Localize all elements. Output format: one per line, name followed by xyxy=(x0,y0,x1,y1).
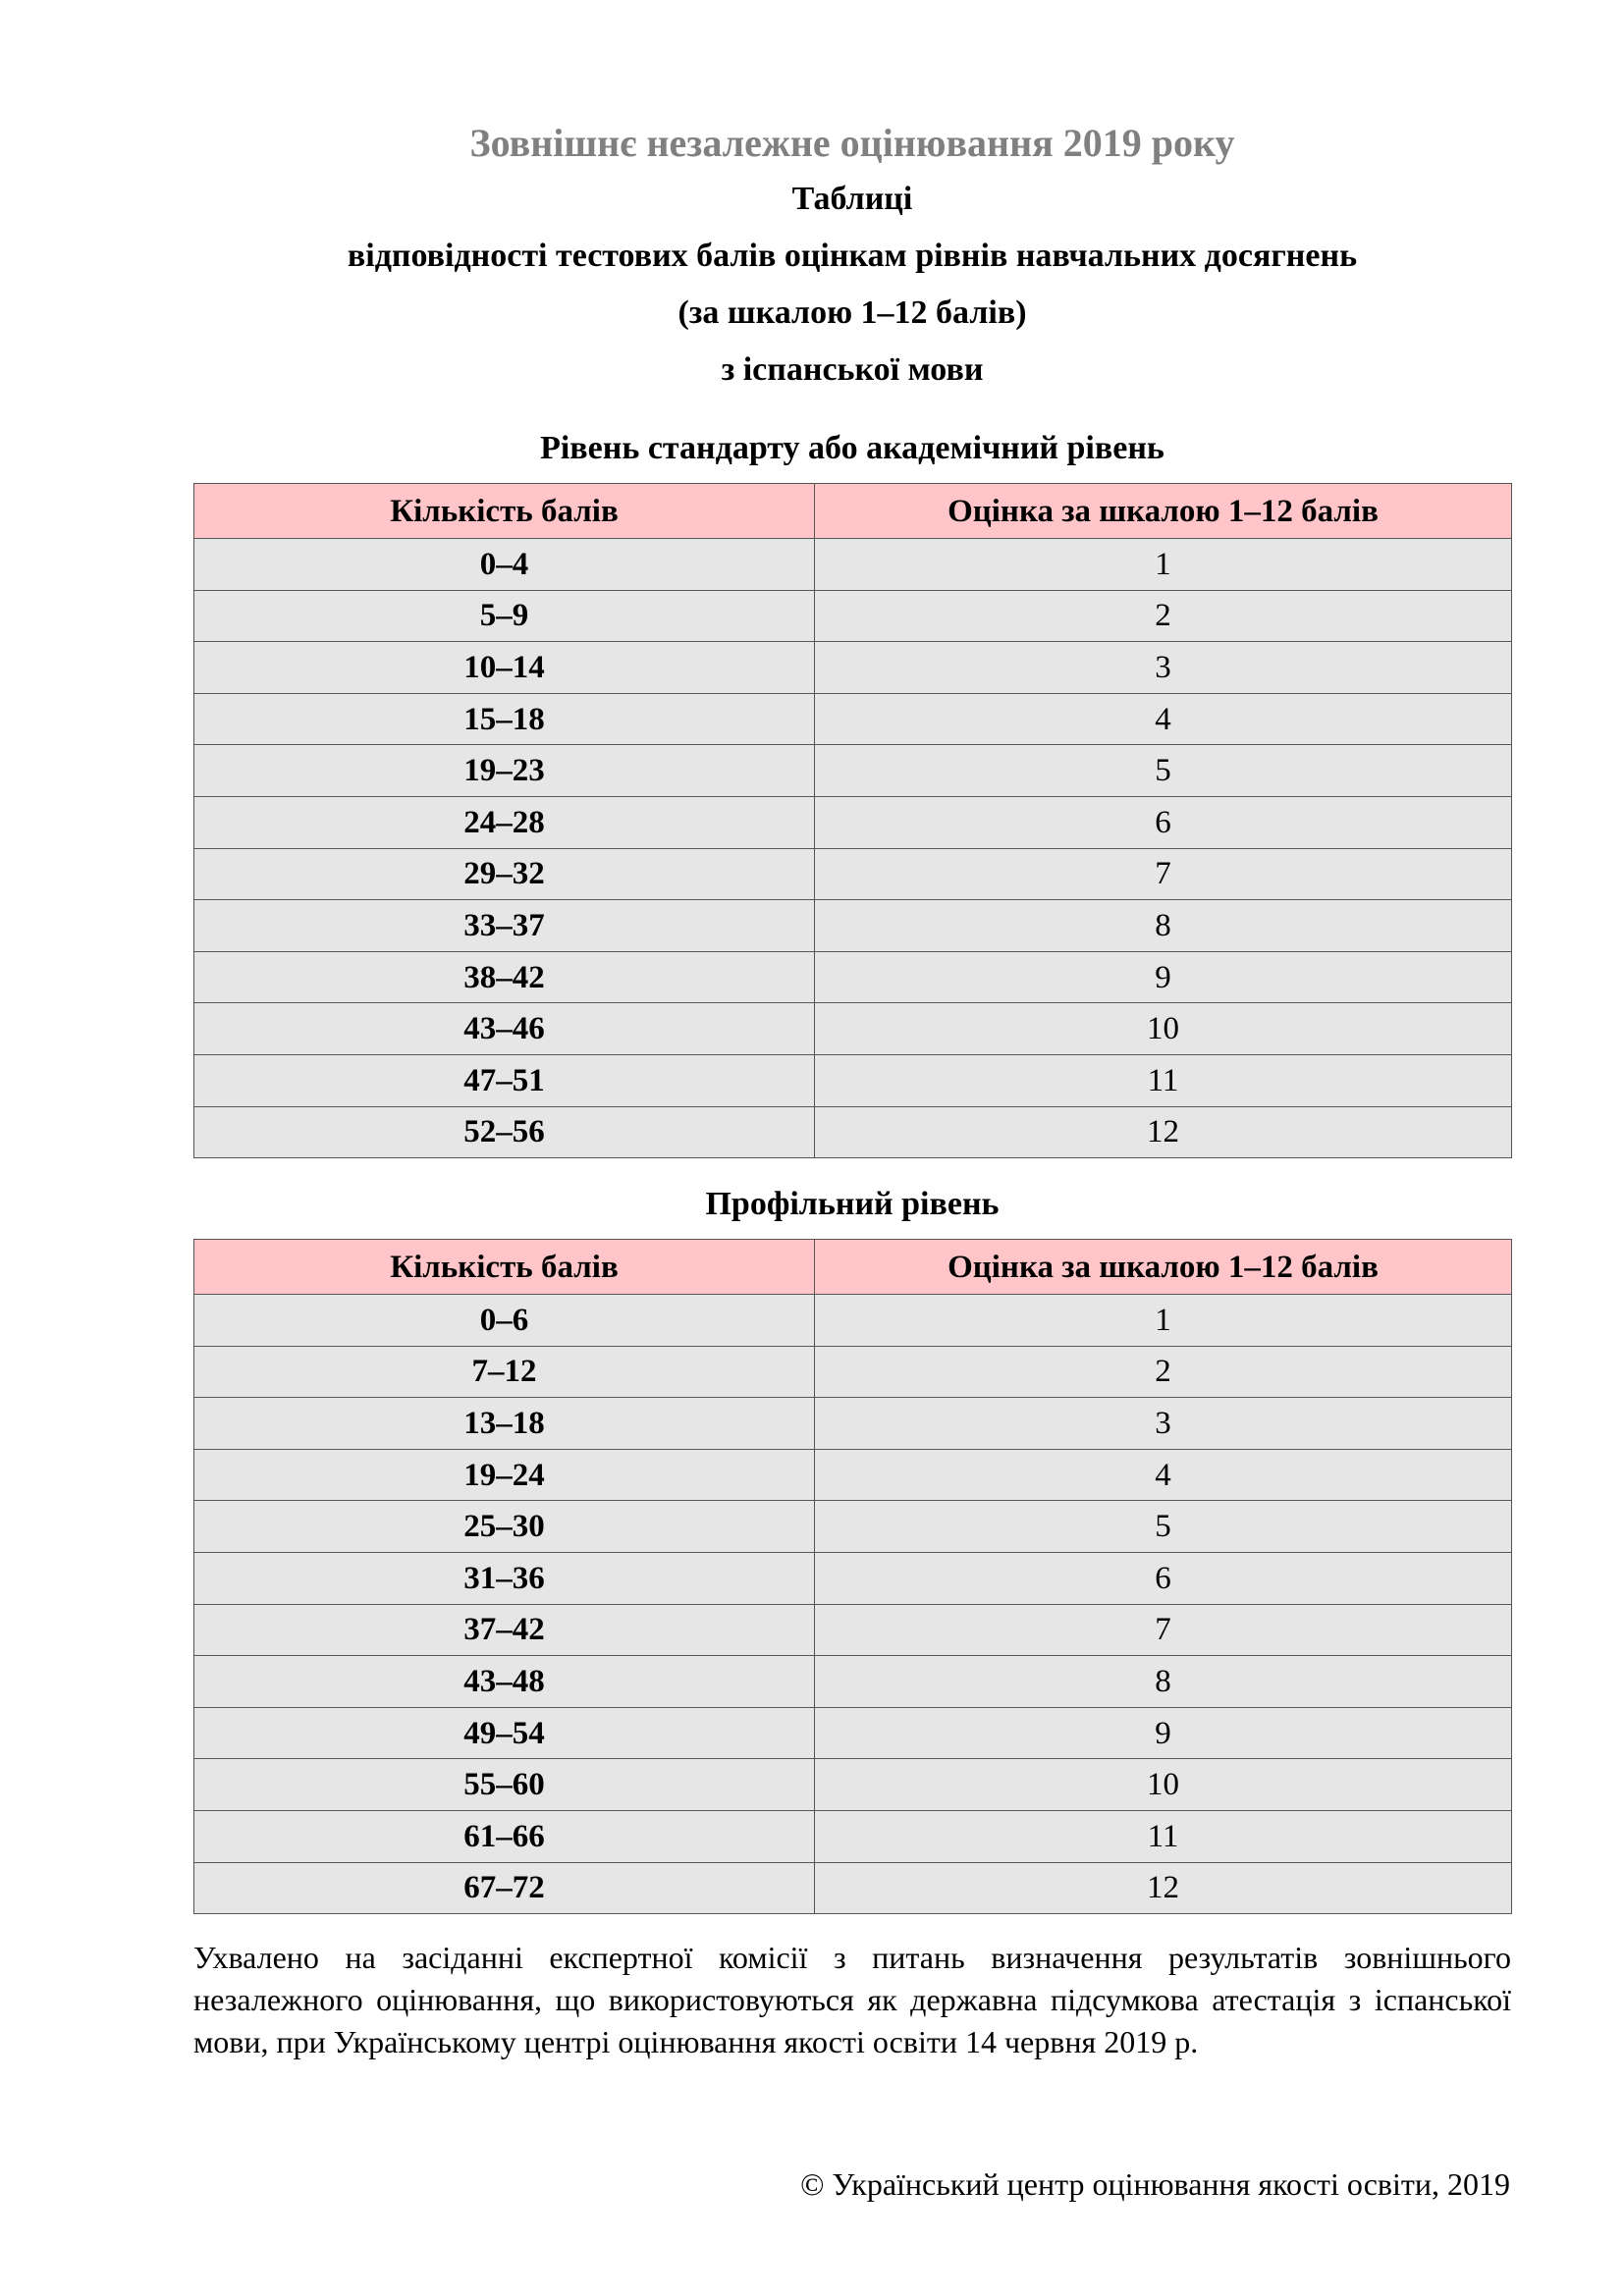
score-range-cell: 7–12 xyxy=(194,1346,815,1398)
table-row xyxy=(194,1656,1512,1708)
table-row xyxy=(194,539,1512,591)
grade-cell: 2 xyxy=(815,590,1512,642)
subtitle-line-subject: з іспанської мови xyxy=(721,351,984,388)
subtitle-line-correspondence: відповідності тестових балів оцінкам рівнів навчальних досягнень xyxy=(347,238,1358,274)
table-row xyxy=(194,1862,1512,1914)
header-grade: Оцінка за шкалою 1–12 балів xyxy=(815,484,1512,539)
section-title-profile-level: Профільний рівень xyxy=(705,1186,1000,1222)
profile-level-table xyxy=(193,1239,1512,1914)
table-row xyxy=(194,951,1512,1003)
subtitle-line-tables: Таблиці xyxy=(791,181,913,217)
grade-cell: 6 xyxy=(815,1552,1512,1604)
score-range-cell: 47–51 xyxy=(194,1054,815,1106)
table-row xyxy=(194,1552,1512,1604)
grade-cell: 1 xyxy=(815,1295,1512,1347)
table-row xyxy=(194,1707,1512,1759)
table-row xyxy=(194,590,1512,642)
grade-cell: 9 xyxy=(815,1707,1512,1759)
table-header-row xyxy=(194,1240,1512,1295)
table-row xyxy=(194,693,1512,745)
grade-cell: 11 xyxy=(815,1054,1512,1106)
table-row xyxy=(194,1295,1512,1347)
score-range-cell: 13–18 xyxy=(194,1398,815,1450)
score-range-cell: 19–23 xyxy=(194,745,815,797)
grade-cell: 10 xyxy=(815,1003,1512,1055)
section-title-standard-level: Рівень стандарту або академічний рівень xyxy=(540,430,1164,466)
grade-cell: 4 xyxy=(815,693,1512,745)
standard-level-table xyxy=(193,483,1512,1158)
score-range-cell: 29–32 xyxy=(194,848,815,900)
grade-cell: 1 xyxy=(815,539,1512,591)
score-range-cell: 5–9 xyxy=(194,590,815,642)
score-range-cell: 43–46 xyxy=(194,1003,815,1055)
grade-cell: 7 xyxy=(815,848,1512,900)
score-range-cell: 55–60 xyxy=(194,1759,815,1811)
header-score-count: Кількість балів xyxy=(194,484,815,539)
score-range-cell: 24–28 xyxy=(194,796,815,848)
score-range-cell: 0–4 xyxy=(194,539,815,591)
grade-cell: 9 xyxy=(815,951,1512,1003)
grade-cell: 4 xyxy=(815,1449,1512,1501)
score-range-cell: 67–72 xyxy=(194,1862,815,1914)
score-range-cell: 19–24 xyxy=(194,1449,815,1501)
table-row xyxy=(194,900,1512,952)
score-range-cell: 31–36 xyxy=(194,1552,815,1604)
approval-note: Ухвалено на засіданні експертної комісії з питань визначення результатів зовнішнього незалежного оцінювання, що використовуються як державна підсумкова атестація з іспанської мови, при Українському центрі оцінювання якості освіти 14 червня 2019 р. xyxy=(193,1940,1511,2059)
table-row xyxy=(194,1003,1512,1055)
grade-cell: 5 xyxy=(815,1501,1512,1553)
table-row xyxy=(194,1054,1512,1106)
grade-cell: 3 xyxy=(815,642,1512,694)
table-row xyxy=(194,1398,1512,1450)
table-row xyxy=(194,1449,1512,1501)
table-row xyxy=(194,848,1512,900)
table-row xyxy=(194,1106,1512,1158)
score-range-cell: 0–6 xyxy=(194,1295,815,1347)
grade-cell: 12 xyxy=(815,1862,1512,1914)
score-range-cell: 52–56 xyxy=(194,1106,815,1158)
main-title: Зовнішнє незалежне оцінювання 2019 року xyxy=(469,121,1235,165)
table-row xyxy=(194,745,1512,797)
copyright-footer: © Український центр оцінювання якості освіти, 2019 xyxy=(800,2166,1510,2202)
header-score-count: Кількість балів xyxy=(194,1240,815,1295)
table-header-row xyxy=(194,484,1512,539)
grade-cell: 6 xyxy=(815,796,1512,848)
score-range-cell: 49–54 xyxy=(194,1707,815,1759)
score-range-cell: 15–18 xyxy=(194,693,815,745)
header-grade: Оцінка за шкалою 1–12 балів xyxy=(815,1240,1512,1295)
score-range-cell: 38–42 xyxy=(194,951,815,1003)
grade-cell: 7 xyxy=(815,1604,1512,1656)
score-range-cell: 33–37 xyxy=(194,900,815,952)
grade-cell: 8 xyxy=(815,900,1512,952)
table-row xyxy=(194,1346,1512,1398)
table-row xyxy=(194,1604,1512,1656)
grade-cell: 2 xyxy=(815,1346,1512,1398)
table-row xyxy=(194,1759,1512,1811)
grade-cell: 10 xyxy=(815,1759,1512,1811)
score-range-cell: 25–30 xyxy=(194,1501,815,1553)
table-row xyxy=(194,796,1512,848)
score-range-cell: 10–14 xyxy=(194,642,815,694)
grade-cell: 11 xyxy=(815,1810,1512,1862)
score-range-cell: 43–48 xyxy=(194,1656,815,1708)
subtitle-line-scale: (за шкалою 1–12 балів) xyxy=(677,294,1027,331)
grade-cell: 3 xyxy=(815,1398,1512,1450)
grade-cell: 8 xyxy=(815,1656,1512,1708)
score-range-cell: 61–66 xyxy=(194,1810,815,1862)
table-row xyxy=(194,642,1512,694)
grade-cell: 5 xyxy=(815,745,1512,797)
table-row xyxy=(194,1501,1512,1553)
table-row xyxy=(194,1810,1512,1862)
grade-cell: 12 xyxy=(815,1106,1512,1158)
score-range-cell: 37–42 xyxy=(194,1604,815,1656)
